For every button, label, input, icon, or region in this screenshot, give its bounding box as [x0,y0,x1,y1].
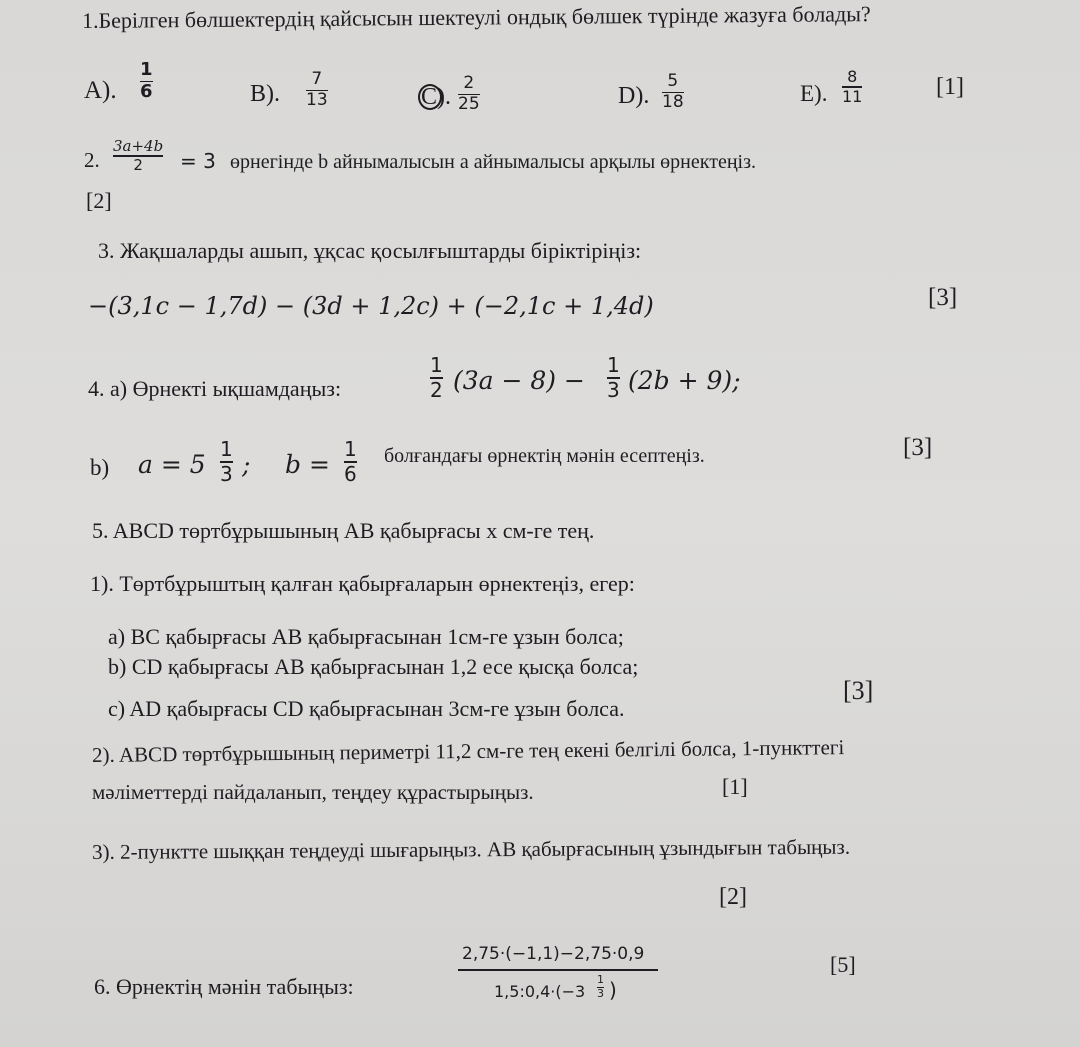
q3-text: 3. Жақшаларды ашып, ұқсас қосылғыштарды біріктіріңіз: [98,238,642,263]
fraction-numerator: 1 [430,353,443,377]
q1-option-c-fraction [458,74,480,115]
fraction-denominator: 2 [430,377,443,402]
q5-part1-score: [3] [843,676,874,705]
q6-denominator-fraction [597,974,604,1001]
q4b-b-fraction [344,438,357,486]
q4a-fraction-half [430,354,443,402]
q1-option-a-fraction [140,60,153,103]
fraction-denominator: 6 [344,461,357,486]
q6-fraction-bar [458,969,658,971]
q4a-expression-end: (2b + 9); [628,366,741,395]
q1-option-b-label: B). [250,81,280,107]
q3-score: [3] [928,284,958,311]
q6-denominator: 1,5:0,4·(−3 [494,982,586,1001]
fraction-numerator: 5 [667,71,679,91]
q5-part2-line2: мәліметтерді пайдаланып, теңдеу құрастырыңыз. [92,780,534,804]
q5-intro: 5. ABCD төртбұрышының AB қабырғасы x см-ге тең. [92,518,595,543]
q3-expression: −(3,1c − 1,7d) − (3d + 1,2c) + (−2,1c + 1,4d) [88,292,654,320]
fraction-numerator: 1 [140,59,153,80]
fraction-numerator: 8 [847,67,858,86]
q6-numerator: 2,75·(−1,1)−2,75·0,9 [462,944,645,964]
q4b-semicolon: ; [242,450,251,479]
q5-part2-score: [1] [722,774,748,799]
q2-text: өрнегінде b айнымалысын a айнымалысы арқылы өрнектеңіз. [230,151,756,173]
fraction-denominator: 3 [220,461,233,486]
q5-part1-a: a) BC қабырғасы AB қабырғасынан 1см-ге ұзын болса; [108,624,624,649]
q6-text: 6. Өрнектің мәнін табыңыз: [94,974,354,999]
q1-option-e-label: E). [800,81,828,106]
q5-part3-score: [2] [719,884,747,910]
fraction-denominator: 3 [607,377,620,402]
q4a-fraction-third [607,354,620,402]
q1-option-d-label: D). [618,83,650,109]
q2-fraction [113,138,163,174]
q6-denominator-close: ) [609,978,617,1002]
fraction-numerator: 7 [311,69,323,89]
fraction-denominator: 11 [842,86,863,106]
q4a-expression-middle: (3a − 8) − [453,366,585,395]
fraction-denominator: 13 [306,90,328,111]
q5-part1: 1). Төртбұрыштың қалған қабырғаларын өрнектеңіз, егер: [90,571,635,596]
q2-score: [2] [86,188,112,213]
q2-number: 2. [84,148,100,172]
q6-score: [5] [830,952,856,977]
q5-part1-c: c) AD қабырғасы CD қабырғасынан 3см-ге ұзын болса. [108,696,625,721]
q5-part3: 3). 2-пунктте шыққан теңдеуді шығарыңыз. AB қабырғасының ұзындығын табыңыз. [91,834,851,864]
fraction-numerator: 1 [597,973,604,986]
q1-text: 1.Берілген бөлшектердің қайсысын шектеулі ондық бөлшек түрінде жазуға болады? [81,1,871,33]
q1-option-d-fraction [662,72,684,113]
fraction-denominator: 3 [597,987,604,1001]
q1-option-c-label: C). [421,84,451,110]
q5-part1-b: b) CD қабырғасы AB қабырғасынан 1,2 есе қысқа болса; [108,654,639,679]
fraction-numerator: 1 [607,353,620,377]
fraction-numerator: 1 [344,437,357,461]
q1-option-e-fraction [842,68,862,106]
fraction-denominator: 6 [140,81,153,103]
fraction-denominator: 18 [662,92,684,113]
fraction-numerator: 1 [220,437,233,461]
q4b-a-value: a = 5 [138,450,206,479]
q5-part2-line1: 2). ABCD төртбұрышының периметрі 11,2 см-ге тең екені белгілі болса, 1-пункттегі [91,735,845,767]
fraction-numerator: 2 [463,73,475,93]
q4b-b-value: b = [285,450,330,479]
fraction-denominator: 2 [133,155,143,174]
q1-score: [1] [936,74,964,100]
fraction-numerator: 3a+4b [113,137,164,155]
q1-option-a-label: A). [84,77,117,104]
q1-option-b-fraction [306,70,328,111]
q2-equation-rhs: = 3 [180,149,216,173]
q4b-a-fraction [220,438,233,486]
fraction-denominator: 25 [458,94,480,115]
q4-part-b-label: b) [90,455,110,480]
q4-part-a-text: 4. a) Өрнекті ықшамдаңыз: [88,376,342,401]
q4b-text: болғандағы өрнектің мәнін есептеңіз. [384,445,705,467]
q4-score: [3] [903,434,933,461]
